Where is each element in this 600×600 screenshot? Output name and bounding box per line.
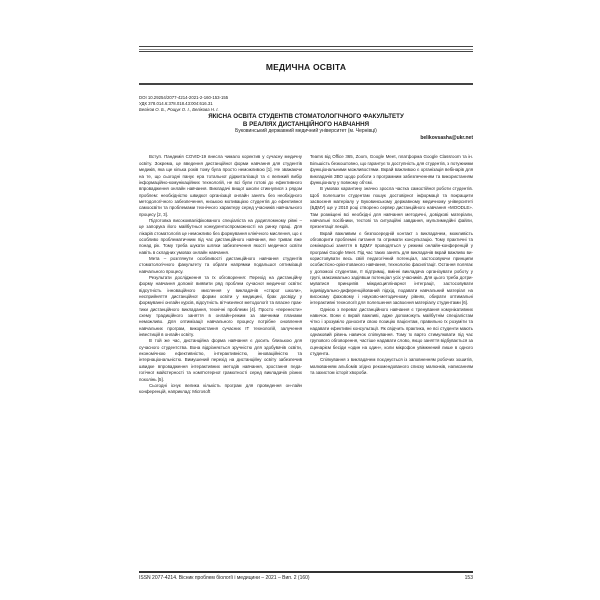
paragraph: Вкрай важливим є безпосередній контакт з викладачем, можливість обговорити проблемні питання та отримати консультацію. Тому практичні та семінарські заняття в БДМУ проводяться у режимі онлайн-конференцій у програмі Google Meet. Під час таких занять для викладачів вкрай важливо використовувати весь свій педагогічний потенціал, застосовуючи принципи особистісно-орієнтованого навчання, технологію фасилітації. Остання полягає у допомозі студентам, її підтримці, вмінні викладача організувати роботу у групі, максимально задіявши потенціал усіх учасників. Для цього треба дотримуватися принципів міждисциплінарної інтеграції, застосовувати індивідуально-диференційований підхід, подавати навчальний матеріал на високому фаховому і науково-методичному рівнях, обирати оптимальні інтерактивні технології для полегшення засвоєння матеріалу студентами [6]. xyxy=(310,230,473,306)
email: belikovsasha@ukr.net xyxy=(420,135,473,142)
article-meta xyxy=(139,95,473,113)
section-title: МЕДИЧНА ОСВІТА xyxy=(265,62,347,72)
paragraph: Мета – розглянути особливості дистанційного навчання студентів стоматологічного факультету та обрати напрямки подальшої оптимізації навчального процесу. xyxy=(139,255,302,274)
header-single-rule xyxy=(139,83,473,85)
paragraph: Вступ. Пандемія COVID-19 внесла чимало коректив у сучасну медичну освіту. Зокрема, це введення дистанційної форми навчання для студентів медиків, яка ще кілька років тому була просто неможливою [1]. Не зважаючи на те, що сьогодні панує ера тотальної діджиталізації та є великий вибір інформаційно-комунікаційних технологій, не всі були готові до ефективного впровадження онлайн навчання. Викладачі вищої школи стикнулися з рядом проблем: необхідністю швидкої організації онлайн занять без необхідного методологічного забезпечення, низькою мотивацією студентів до ефективної самоосвіти та проблемами технічного характеру серед учасників навчального процесу [2, 3]. xyxy=(139,154,302,217)
article-title xyxy=(139,113,473,128)
journal-citation: ISSN 2077-4214. Вісник проблем біології і медицини – 2021 – Вип. 2 (160) xyxy=(139,575,310,581)
title-line-2: В РЕАЛІЯХ ДИСТАНЦІЙНОГО НАВЧАННЯ xyxy=(242,120,370,128)
doi: DOI 10.29254/2077-4214-2021-2-160-153-155 xyxy=(139,95,229,100)
header-double-rule xyxy=(139,46,473,52)
left-column xyxy=(139,154,302,395)
body-columns xyxy=(139,154,473,395)
affiliation: Буковинський державний медичний університет (м. Чернівці) xyxy=(235,128,377,135)
paragraph: В той же час, дистанційна форма навчання є досить близькою для сучасного студентства. Вона відрізняється зручністю для здобувачів освіти, економічною ефективністю, інтерактивністю, інноваційністю та інтернаціональністю. Вимушений перехід на дистанційну освіту забезпечив швидке впровадження інтерактивних методів навчання, зростання педагогічної майстерності та комп’ютерної грамотності серед викладачів різних поколінь [5]. xyxy=(139,338,302,382)
udk: УДК 378.014.6:378.018.43:004:616.31 xyxy=(139,101,213,107)
paragraph: Сьогодні існує велика кількість програм для проведення он-лайн конференцій, наприклад: Microsoft xyxy=(139,382,302,395)
paragraph: Спілкування з викладачем поєднується із заповненням робочих зошитів, малюванням альбомів згідно рекомендованого списку малюнків, написанням та захистом історії хвороби. xyxy=(310,357,473,376)
right-column xyxy=(310,154,473,395)
paragraph: Результати дослідження та їх обговорення: Перехід на дистанційну форму навчання допоміг виявити ряд проблем сучасної медичної освіти: відсутність інноваційного мислення у викладачів «старої школи», несприйняття дистанційної форми освіти у медицині, брак досвіду у формуванні онлайн курсів, відсутність вітчизняної методології та власне практики дистанційного викладання, технічні проблеми [4]. Просто «перенести» схему традиційного заняття в онлайн-режим за звичними планами неможливо. Для оптимізації навчального процесу потрібне оновлення навчальних програм, використання сучасних IT технологій, залучення інвестицій в онлайн освіту. xyxy=(139,275,302,338)
paragraph: Однією з переваг дистанційного навчання є тренування комунікативних навичок. Вони є вкрай важливі, адже допоможуть майбутнім спеціалістам чітко і зрозуміло доносити свою позицію пацієнтам, правильно їх розуміти та надавати ефективні консультації. Як свідчить практика, не всі студенти мають однаковий рівень навичок спілкування. Тому їх варто стимулювати під час групового обговорення, частіше надавати слово, якщо заняття відбувається за сценарієм бесіди «один на один», коли мікрофон увімкнений лише в одного студента. xyxy=(310,306,473,357)
page-number: 153 xyxy=(464,575,473,581)
page-footer xyxy=(139,575,473,581)
footer-rule xyxy=(139,571,473,573)
paragraph: В умовах карантину значно зросла частка самостійної роботи студентів. Щоб полегшити студентам пошук достовірної інформації та покращити засвоєння матеріалу у Буковинському державному медичному університеті (БДМУ) ще у 2010 році створено сервер дистанційного навчання «MOODLE». Там розміщені всі необхідні для навчання методичні, довідкові матеріали, навчальні посібники, тестові та ситуаційні завдання, мультимедійні файли, презентації лекцій. xyxy=(310,186,473,230)
article-page xyxy=(139,46,473,396)
authors: Беліков О. Б., Рощук О. І., Белікова Н. І. xyxy=(139,107,219,113)
title-line-1: ЯКІСНА ОСВІТА СТУДЕНТІВ СТОМАТОЛОГІЧНОГО ФАКУЛЬТЕТУ xyxy=(208,113,404,121)
paragraph: Підготовка висококваліфікованого спеціаліста на додипломному рівні – це запорука його майбутньої конкурентоспроможності на ринку праці. Для лікарів стоматологів це неможливо без формування клінічного мислення, що є особливо проблематичним під час дистанційного навчання, яке триває вже понад рік. Тому треба шукати шляхи забезпечення якості медичної освіти навіть в складних умовах онлайн навчання. xyxy=(139,217,302,255)
paragraph: Teams від Office 365, Zoom, Google Meet, платформа Google Classroom та ін. Більшість безкоштовно, що гарантує їх доступність для студентів, з потужними функціональними можливостями. Вкрай важливою є організація вебінарів для викладачів ЗВО щодо роботи з програмним забезпеченням та використанням функціоналу у повному об’ємі. xyxy=(310,154,473,185)
